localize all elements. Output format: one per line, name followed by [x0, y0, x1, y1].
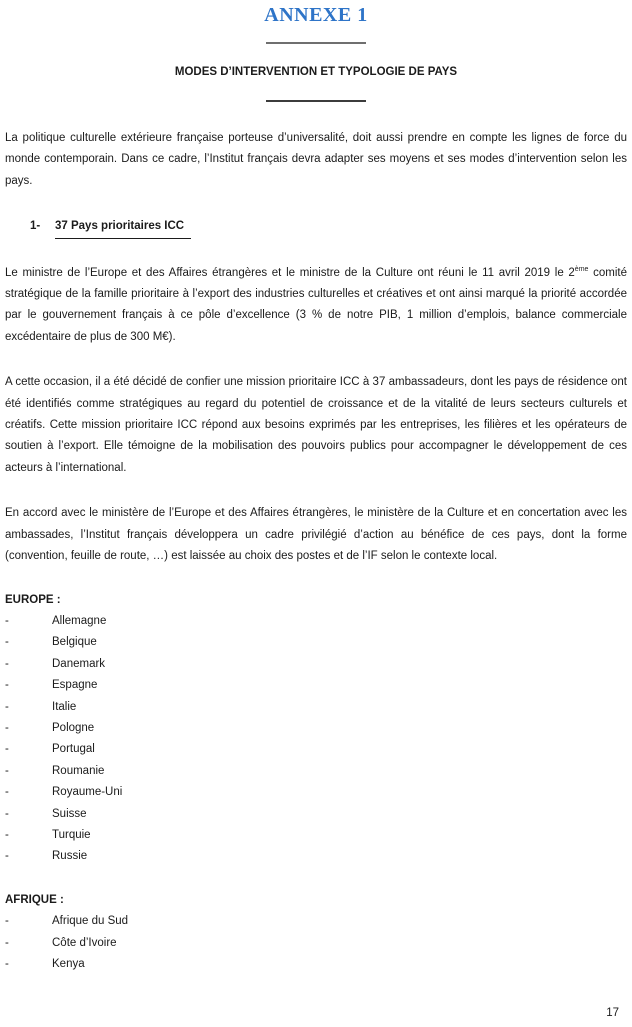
list-dash: -	[5, 828, 9, 841]
list-dash: -	[5, 850, 9, 863]
list-dash: -	[5, 743, 9, 756]
divider-rule-top	[266, 42, 366, 44]
country-name: Turquie	[52, 828, 91, 841]
list-item	[5, 632, 627, 653]
list-dash: -	[5, 657, 9, 670]
country-name: Danemark	[52, 657, 106, 670]
list-item	[5, 846, 627, 867]
list-dash: -	[5, 786, 9, 799]
list-item	[5, 697, 627, 718]
list-item	[5, 933, 627, 954]
page-number: 17	[606, 1006, 619, 1019]
paragraph-mission-icc: A cette occasion, il a été décidé de confier une mission prioritaire ICC à 37 ambassadeurs, dont les pays de résidence ont été identifiés comme stratégiques au regard du potentiel de croissance et de la vitalité de leurs secteurs culturels et créatifs. Cette mission prioritaire ICC répond aux besoins exprimés par les entreprises, les filières et les opérateurs de soutien à l’export. Elle témoigne de la mobilisation des pouvoirs publics pour accompagner le développement de ces acteurs à l’international.	[5, 376, 627, 474]
list-dash: -	[5, 679, 9, 692]
intro-paragraph: La politique culturelle extérieure française porteuse d’universalité, doit aussi prendre en compte les lignes de force du monde contemporain. Dans ce cadre, l’Institut français devra adapter ses moyens et ses modes d’intervention selon les pays.	[5, 132, 627, 187]
list-dash: -	[5, 614, 9, 627]
list-item	[5, 675, 627, 696]
country-name: Suisse	[52, 807, 87, 820]
country-name: Afrique du Sud	[52, 915, 129, 928]
section-heading-text: 37 Pays prioritaires ICC	[55, 216, 191, 238]
country-name: Roumanie	[52, 764, 105, 777]
region-afrique-header: AFRIQUE :	[5, 893, 64, 906]
list-dash: -	[5, 807, 9, 820]
region-afrique	[5, 890, 627, 976]
list-dash: -	[5, 915, 9, 928]
country-name: Kenya	[52, 958, 85, 970]
list-item	[5, 825, 627, 846]
list-dash: -	[5, 721, 9, 734]
country-name: Royaume-Uni	[52, 786, 123, 799]
region-europe	[5, 590, 627, 868]
country-name: Portugal	[52, 743, 95, 756]
list-dash: -	[5, 958, 9, 970]
region-europe-header: EUROPE :	[5, 593, 61, 606]
list-dash: -	[5, 936, 9, 949]
country-name: Allemagne	[52, 614, 107, 627]
paragraph-ministers-text-after: comité stratégique de la famille prioritaire à l’export des industries culturelles et créatives et ont ainsi marqué la priorité accordée par le gouvernement français à ce pôle d’excellence (3 % de notre PIB, 1 million d’emplois, balance commerciale excédentaire de plus de 300 M€).	[5, 266, 627, 343]
list-dash: -	[5, 764, 9, 777]
paragraph-ministers-text-before: Le ministre de l’Europe et des Affaires étrangères et le ministre de la Culture ont réuni le 11 avril 2019 le 2	[5, 266, 575, 279]
country-name: Espagne	[52, 679, 98, 692]
list-item	[5, 739, 627, 760]
paragraph-accord: En accord avec le ministère de l’Europe et des Affaires étrangères, le ministère de la Culture et en concertation avec les ambassades, l’Institut français développera un cadre privilégié d’action au bénéfice de ces pays, dont la forme (convention, feuille de route, …) est laissée au choix des postes et de l’IF selon le contexte local.	[5, 507, 627, 563]
list-item	[5, 654, 627, 675]
list-item	[5, 718, 627, 739]
country-name: Belgique	[52, 636, 97, 649]
section-heading	[5, 216, 627, 238]
list-item	[5, 611, 627, 632]
list-dash: -	[5, 636, 9, 649]
list-item	[5, 782, 627, 803]
country-name: Russie	[52, 850, 88, 863]
country-name: Côte d’Ivoire	[52, 936, 117, 949]
list-item	[5, 804, 627, 825]
list-item	[5, 761, 627, 782]
ordinal-superscript: ème	[574, 265, 589, 273]
divider-rule-bottom	[266, 100, 366, 102]
list-dash: -	[5, 700, 9, 713]
paragraph-ministers	[5, 263, 627, 349]
section-number: 1-	[30, 220, 41, 233]
list-item	[5, 954, 627, 975]
annex-title: ANNEXE 1	[264, 4, 368, 26]
country-name: Italie	[52, 700, 77, 713]
list-item	[5, 911, 627, 932]
country-name: Pologne	[52, 721, 95, 734]
document-subtitle: MODES D’INTERVENTION ET TYPOLOGIE DE PAYS	[174, 66, 458, 78]
